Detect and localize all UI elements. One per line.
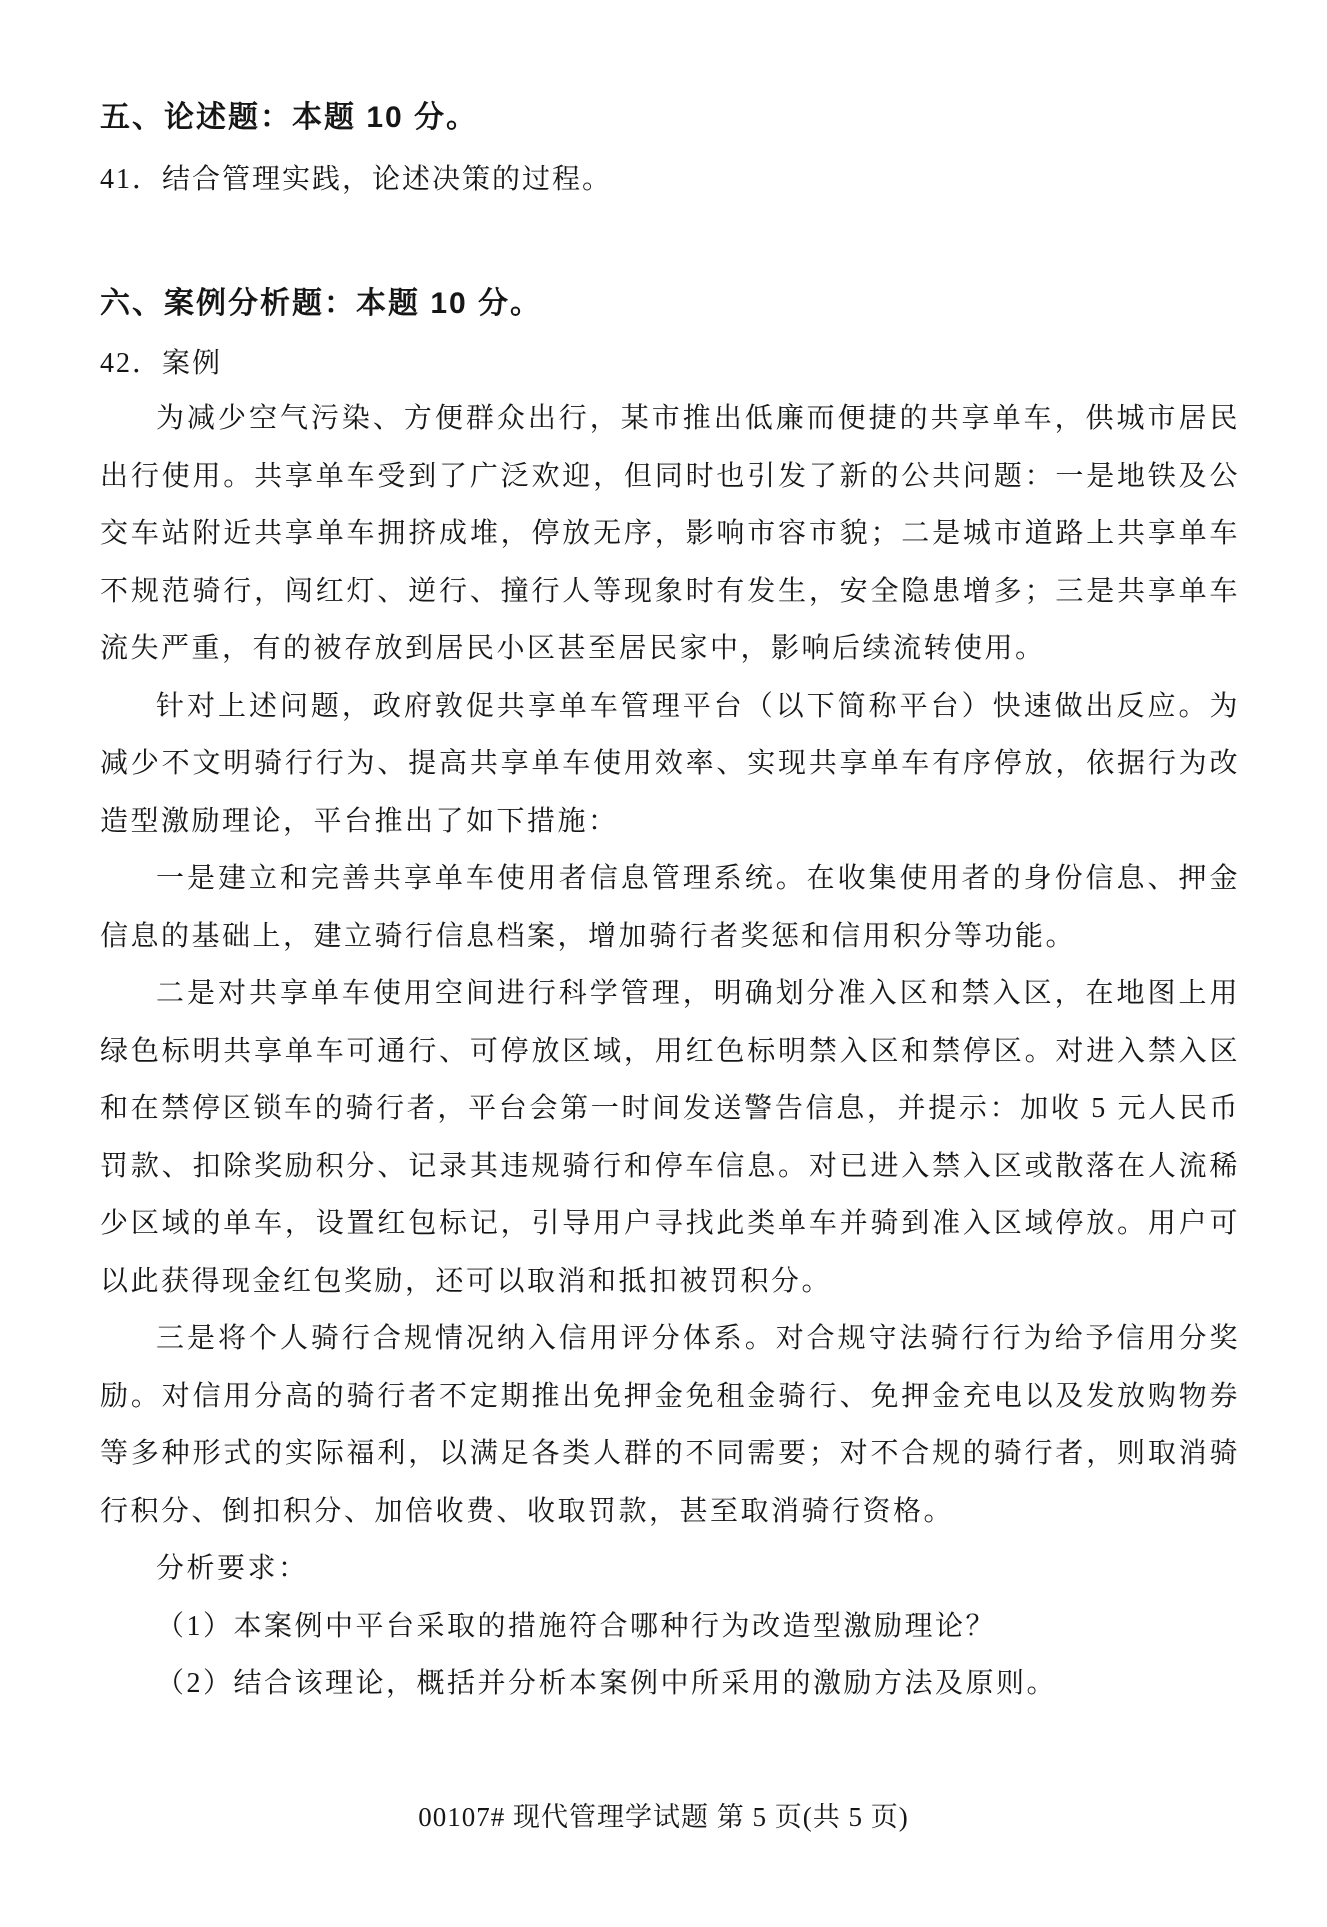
section-6-case-analysis-heading: 六、案例分析题：本题 10 分。	[100, 287, 543, 320]
case-paragraph-background: 为减少空气污染、方便群众出行，某市推出低廉而便捷的共享单车，供城市居民出行使用。共享单车受到了广泛欢迎，但同时也引发了新的公共问题：一是地铁及公交车站附近共享单车拥挤成堆，停放无序，影响市容市貌；二是城市道路上共享单车不规范骑行，闯红灯、逆行、撞行人等现象时有发生，安全隐患增多；三是共享单车流失严重，有的被存放到居民小区甚至居民家中，影响后续流转使用。	[100, 403, 1240, 664]
case-paragraph-measure-3: 三是将个人骑行合规情况纳入信用评分体系。对合规守法骑行行为给予信用分奖励。对信用分高的骑行者不定期推出免押金免租金骑行、免押金充电以及发放购物券等多种形式的实际福利，以满足各类人群的不同需要；对不合规的骑行者，则取消骑行积分、倒扣积分、加倍收费、收取罚款，甚至取消骑行资格。	[100, 1323, 1240, 1527]
page-footer-course-and-page-number: 00107# 现代管理学试题 第 5 页(共 5 页)	[418, 1802, 909, 1832]
analysis-question-1: （1）本案例中平台采取的措施符合哪种行为改造型激励理论？	[156, 1610, 997, 1642]
analysis-question-2: （2）结合该理论，概括并分析本案例中所采用的激励方法及原则。	[156, 1668, 1058, 1699]
analysis-requirements-label: 分析要求：	[156, 1553, 309, 1584]
case-paragraph-measure-1: 一是建立和完善共享单车使用者信息管理系统。在收集使用者的身份信息、押金信息的基础上，建立骑行信息档案，增加骑行者奖惩和信用积分等功能。	[100, 863, 1240, 952]
question-42-case-label: 42．案例	[100, 348, 223, 379]
question-41: 41．结合管理实践，论述决策的过程。	[100, 164, 613, 195]
section-5-essay-heading: 五、论述题：本题 10 分。	[100, 101, 479, 134]
case-paragraph-measure-2: 二是对共享单车使用空间进行科学管理，明确划分准入区和禁入区，在地图上用绿色标明共享单车可通行、可停放区域，用红色标明禁入区和禁停区。对进入禁入区和在禁停区锁车的骑行者，平台会第一时间发送警告信息，并提示：加收 5 元人民币罚款、扣除奖励积分、记录其违规骑行和停车信息。对已进入禁入区或散落在人流稀少区域的单车，设置红包标记，引导用户寻找此类单车并骑到准入区域停放。用户可以此获得现金红包奖励，还可以取消和抵扣被罚积分。	[100, 978, 1240, 1297]
case-text-block	[100, 390, 1240, 1713]
exam-content-column	[100, 0, 1240, 1713]
case-paragraph-government-response: 针对上述问题，政府敦促共享单车管理平台（以下简称平台）快速做出反应。为减少不文明骑行行为、提高共享单车使用效率、实现共享单车有序停放，依据行为改造型激励理论，平台推出了如下措施：	[100, 690, 1240, 837]
